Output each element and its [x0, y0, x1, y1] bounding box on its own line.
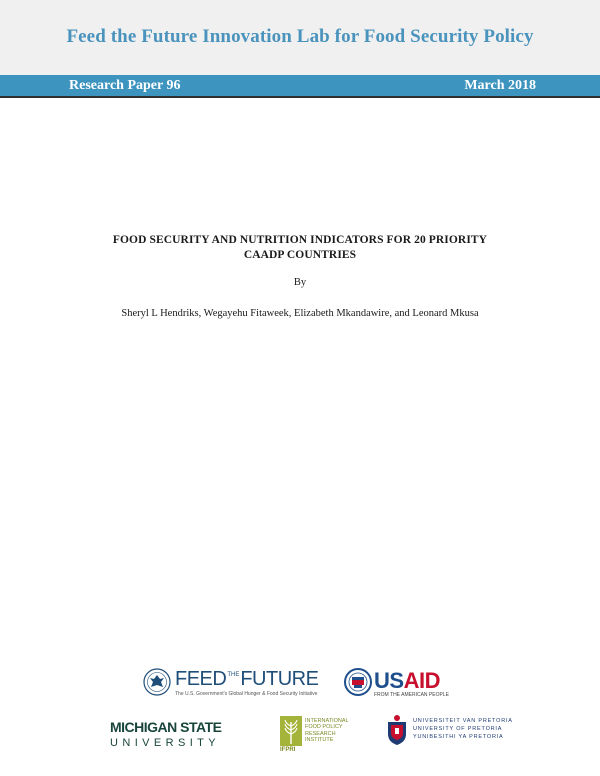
crest-icon [386, 714, 408, 746]
usaid-wordmark: USAID [374, 668, 440, 693]
feed-the-future-logo [143, 668, 319, 702]
michigan-state-logo [110, 719, 226, 751]
paper-number: Research Paper 96 [69, 78, 181, 93]
series-bar [0, 75, 600, 98]
by-label: By [293, 277, 307, 288]
usaid-tagline: FROM THE AMERICAN PEOPLE [374, 692, 449, 698]
paper-title-line-1: FOOD SECURITY AND NUTRITION INDICATORS FOR 20 PRIORITY [112, 234, 488, 246]
up-name-sepedi: YUNIBESITHI YA PRETORIA [413, 734, 504, 740]
university-of-pretoria-logo [386, 714, 513, 750]
usaid-logo [344, 668, 454, 700]
paper-title-line-2: CAADP COUNTRIES [243, 249, 357, 261]
msu-name: MICHIGAN STATE [110, 719, 222, 735]
wheat-icon [280, 716, 302, 746]
ifpri-abbreviation: IFPRI [280, 747, 296, 753]
paper-title [40, 233, 560, 263]
feed-the-future-tagline: The U.S. Government's Global Hunger & Food Security Initiative [175, 691, 318, 697]
msu-university: UNIVERSITY [110, 737, 221, 749]
ifpri-name: INTERNATIONAL FOOD POLICY RESEARCH INSTITUTE [305, 718, 349, 744]
ifpri-logo [280, 716, 360, 756]
author-list: Sheryl L Hendriks, Wegayehu Fitaweek, Elizabeth Mkandawire, and Leonard Mkusa [121, 308, 479, 319]
up-name-afrikaans: UNIVERSITEIT VAN PRETORIA [413, 718, 513, 724]
feed-the-future-wordmark: $FEED^{THE}FUTURE$ [175, 668, 319, 690]
publisher-title: Feed the Future Innovation Lab for Food Security Policy [66, 26, 534, 47]
header-band [0, 0, 600, 76]
usaid-seal-icon [344, 668, 372, 696]
us-seal-icon [143, 668, 171, 696]
up-name-english: UNIVERSITY OF PRETORIA [413, 726, 503, 732]
publication-date: March 2018 [464, 78, 536, 93]
